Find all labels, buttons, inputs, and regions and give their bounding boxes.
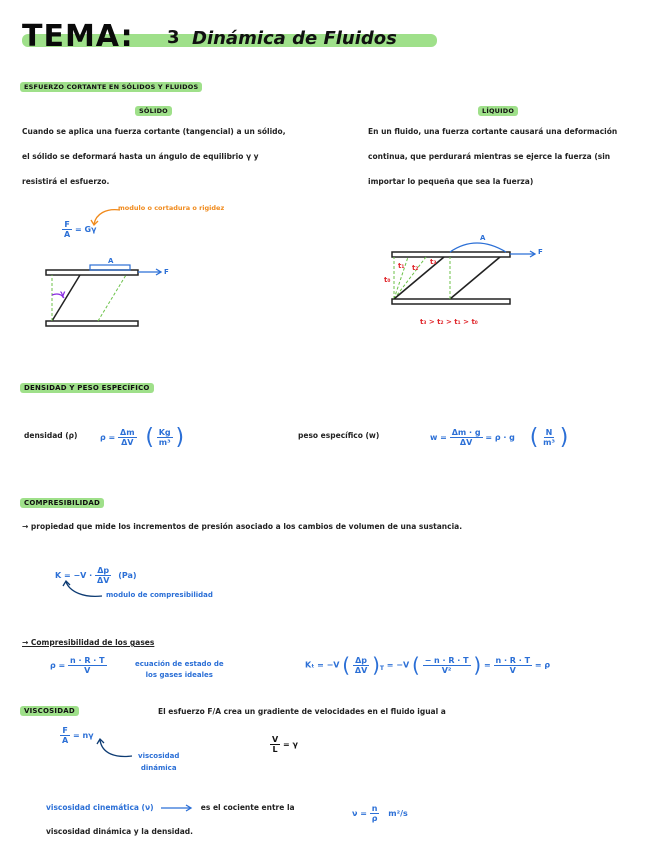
liquido-top-plate [392,252,510,257]
solido-bottom-plate [46,321,138,326]
liquido-area-label: A [480,234,486,242]
grad-rhs: = γ [283,740,298,749]
esfuerzo-heading: ESFUERZO CORTANTE EN SÓLIDOS Y FLUIDOS [20,82,202,92]
visc-note-line-1: viscosidad [138,752,180,760]
kin-formula [352,804,408,823]
k-note: modulo de compresibilidad [106,591,213,599]
visc-num: F [62,726,68,735]
peso-unit-den: m³ [543,438,555,447]
peso-paren-open: ( [529,425,539,450]
liquido-label: LÍQUIDO [478,106,518,116]
kt-num2: − n · R · T [424,655,469,665]
kt-formula [305,653,550,677]
kt-paren2-close: ) [473,653,482,677]
peso-unit-num: N [545,428,553,437]
visc-note-line-2: dinámica [140,764,177,772]
solido-line-3: resistirá el esfuerzo. [22,177,110,186]
peso-rhs: = ρ · g [485,433,515,442]
kt-lhs: Kₜ = −V [305,660,340,670]
kinematic-arrow [160,804,194,812]
liquido-diagram [380,232,550,312]
solido-line-1: Cuando se aplica una fuerza cortante (tangencial) a un sólido, [22,127,286,136]
grad-den: L [272,745,278,754]
liquido-t3: t₃ [430,258,437,266]
densidad-label: densidad (ρ) [24,431,78,440]
solido-formula-den: A [64,230,71,239]
kt-num: Δp [355,655,368,665]
kt-mid: = −V [386,660,410,670]
kin-den: ρ [371,814,378,823]
liquido-t0: t₀ [384,276,391,284]
gas-num: n · R · T [70,656,105,665]
solido-label: SÓLIDO [135,106,172,116]
solido-text [22,126,322,188]
gas-note-line-1: ecuación de estado de [135,660,224,668]
grad-formula [270,735,298,754]
visc-den: A [62,736,69,745]
visc-formula [60,726,94,745]
kt-paren1-open: ( [342,653,351,677]
solido-modulus-note: modulo o cortadura o rigidez [118,204,225,212]
densidad-heading: DENSIDAD Y PESO ESPECÍFICO [20,383,154,393]
kinematic-desc: es el cociente entre la [200,803,295,812]
liquido-t1: t₁ [398,262,405,270]
peso-paren-close: ) [559,425,569,450]
solido-slant-line-2 [98,275,126,321]
k-lhs: K = −V · [55,571,93,580]
kt-end: = ρ [534,660,551,670]
peso-num: Δm · g [451,428,481,437]
kt-den: ΔV [354,665,368,675]
liquido-time-order: t₃ > t₂ > t₁ > t₀ [420,318,478,326]
kt-paren1-close: ) [372,653,380,677]
kin-lhs: ν = [352,809,367,818]
densidad-paren-open: ( [145,425,154,450]
k-den: ΔV [97,576,110,585]
liquido-line-2: continua, que perdurará mientras se ejerce la fuerza (sin [368,152,611,161]
liquido-t2: t₂ [412,264,419,272]
solido-formula-num: F [64,220,70,229]
kinematic-text [46,796,346,844]
solido-force-label: F [164,268,169,276]
densidad-lhs: ρ = [100,433,116,442]
title-block [22,20,452,60]
compresibilidad-heading: COMPRESIBILIDAD [20,498,104,508]
liquido-text [368,126,643,188]
gases-title: → Compresibilidad de los gases [22,638,155,647]
kt-sub: T [379,665,384,673]
k-unit: (Pa) [118,571,137,580]
liquido-line-1: En un fluido, una fuerza cortante causará una deformación [368,127,618,136]
peso-formula [430,425,568,450]
kt-den2: V² [441,665,452,675]
kinematic-line-1 [46,796,346,820]
kinematic-term: viscosidad cinemática (ν) [46,803,154,812]
liquido-area-arc [450,243,506,252]
title-number: 3 [167,27,180,48]
kt-num3: n · R · T [495,655,531,665]
densidad-unit-num: Kg [158,428,171,437]
compresibilidad-definition: → propiedad que mide los incrementos de presión asociado a los cambios de volumen de una sustancia. [22,522,463,531]
liquido-line-3: importar lo pequeña que sea la fuerza) [368,177,534,186]
densidad-unit-den: m³ [158,438,171,447]
k-num: Δp [97,566,110,575]
gas-lhs: ρ = [50,661,66,670]
solido-top-plate [46,270,138,275]
kt-den3: V [509,665,516,675]
gas-note [135,659,224,681]
liquido-line-right [450,257,500,299]
densidad-den: ΔV [121,438,134,447]
peso-den: ΔV [459,438,473,447]
densidad-paren-close: ) [175,425,185,450]
viscosidad-heading: VISCOSIDAD [20,706,79,716]
visc-note [138,750,179,774]
gas-formula [50,656,107,675]
k-note-arrow [60,580,104,602]
solido-note-arrow [88,206,122,228]
viscosidad-intro-text: El esfuerzo F/A crea un gradiente de velocidades en el fluido igual a [158,707,446,716]
kin-rhs: m²/s [388,809,408,818]
densidad-formula [100,425,184,450]
viscosidad-intro [158,706,446,718]
gas-note-line-2: los gases ideales [145,671,213,679]
kin-num: n [371,804,378,813]
densidad-num: Δm [120,428,135,437]
visc-note-arrow [96,738,136,762]
peso-label: peso específico (w) [298,431,380,440]
kt-paren2-open: ( [411,653,420,677]
title-prefix: TEMA: [22,19,134,54]
liquido-bottom-plate [392,299,510,304]
kinematic-line-2: viscosidad dinámica y la densidad. [46,827,194,836]
solido-line-2: el sólido se deformará hasta un ángulo de equilibrio γ y [22,152,259,161]
liquido-force-label: F [538,248,543,256]
gas-den: V [84,666,91,675]
grad-num: V [272,735,279,744]
peso-lhs: w = [430,433,447,442]
solido-angle-label: γ [60,289,66,298]
visc-rhs: = nγ [73,731,94,740]
solido-area-label: A [108,257,114,265]
kt-eq: = [484,660,491,670]
title-name: Dinámica de Fluidos [192,28,397,49]
solido-slant-line [52,275,80,321]
solido-formula-rhs: = Gγ [75,225,97,234]
